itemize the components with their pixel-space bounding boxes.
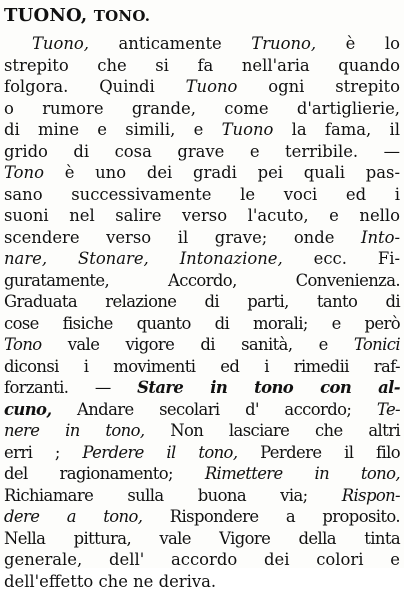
emphasized-term: Truono, [251,34,316,53]
emphasized-term: Tono [4,163,44,182]
text-line [4,571,400,592]
emphasized-term: Tono [4,335,42,354]
emphasized-term: Tuono [186,77,238,96]
text-line [4,141,400,163]
text-run: Andare secolari d' accordo; [51,400,376,419]
text-line [4,76,400,98]
text-run: erri ; [4,443,82,462]
text-run: Nella pittura, vale Vigore della tinta [4,529,400,548]
emphasized-term: Te- [377,400,400,419]
text-line [4,33,400,55]
entry-headword: TUONO, [4,5,87,26]
text-run: ecc. Fi- [283,249,400,268]
text-run: Perdere il filo [237,443,400,462]
emphasized-term: nare, Stonare, Intonazione, [4,249,283,268]
text-line [4,485,400,507]
text-line [4,98,400,120]
text-line [4,248,400,270]
text-run: guratamente, Accordo, Convenienza. [4,271,400,290]
emphasized-term: dere a tono, [4,507,142,526]
entry-heading [4,4,150,28]
text-line [4,270,400,292]
text-run: sano successivamente le voci ed i [4,185,400,204]
text-run: forzanti. — [4,378,137,397]
text-run: Non lasciare che altri [145,421,400,440]
text-run: anticamente [89,34,251,53]
text-run: cose fisiche quanto di morali; e però [4,314,400,333]
text-line [4,55,400,77]
text-line [4,420,400,442]
text-line [4,399,400,421]
text-run: la fama, il [273,120,400,139]
emphasized-term: Rimettere in tono, [205,464,400,483]
emphasized-term: cuno, [4,400,51,419]
text-run: di mine e simili, e [4,120,222,139]
text-run: ogni strepito [237,77,400,96]
text-line [4,119,400,141]
text-line [4,549,400,571]
emphasized-term: Stare in tono con al- [137,378,400,397]
text-run: o rumore grande, come d'artiglierie, [4,99,400,118]
text-run: strepito che si fa nell'aria quando [4,56,400,75]
text-run: vale vigore di sanità, e [42,335,354,354]
text-run: folgora. Quindi [4,77,186,96]
text-run: è lo [316,34,400,53]
text-line [4,184,400,206]
text-line [4,205,400,227]
emphasized-term: Into- [361,228,400,247]
text-line [4,442,400,464]
text-run: generale, dell' accordo dei colori e [4,550,400,569]
text-run: scendere verso il grave; onde [4,228,361,247]
entry-synonym: TONO. [94,7,150,25]
text-line [4,463,400,485]
text-run: Richiamare sulla buona via; [4,486,342,505]
text-line [4,528,400,550]
text-run: Rispondere a proposito. [142,507,400,526]
text-run: del ragionamento; [4,464,205,483]
emphasized-term: Perdere il tono, [82,443,237,462]
text-run: dell'effetto che ne deriva. [4,572,216,591]
text-run: è uno dei gradi pei quali pas- [44,163,400,182]
emphasized-term: Tuono, [32,34,89,53]
text-line [4,313,400,335]
text-run: suoni nel salire verso l'acuto, e nello [4,206,400,225]
emphasized-term: Tonici [354,335,400,354]
text-line [4,162,400,184]
text-line [4,377,400,399]
text-line [4,334,400,356]
text-run: diconsi i movimenti ed i rimedii raf- [4,357,400,376]
text-line [4,506,400,528]
text-line [4,227,400,249]
text-line [4,356,400,378]
text-run: Graduata relazione di parti, tanto di [4,292,400,311]
emphasized-term: nere in tono, [4,421,145,440]
emphasized-term: Rispon- [342,486,400,505]
text-run: grido di cosa grave e terribile. — [4,142,400,161]
text-line [4,291,400,313]
entry-body [4,33,400,592]
emphasized-term: Tuono [222,120,274,139]
